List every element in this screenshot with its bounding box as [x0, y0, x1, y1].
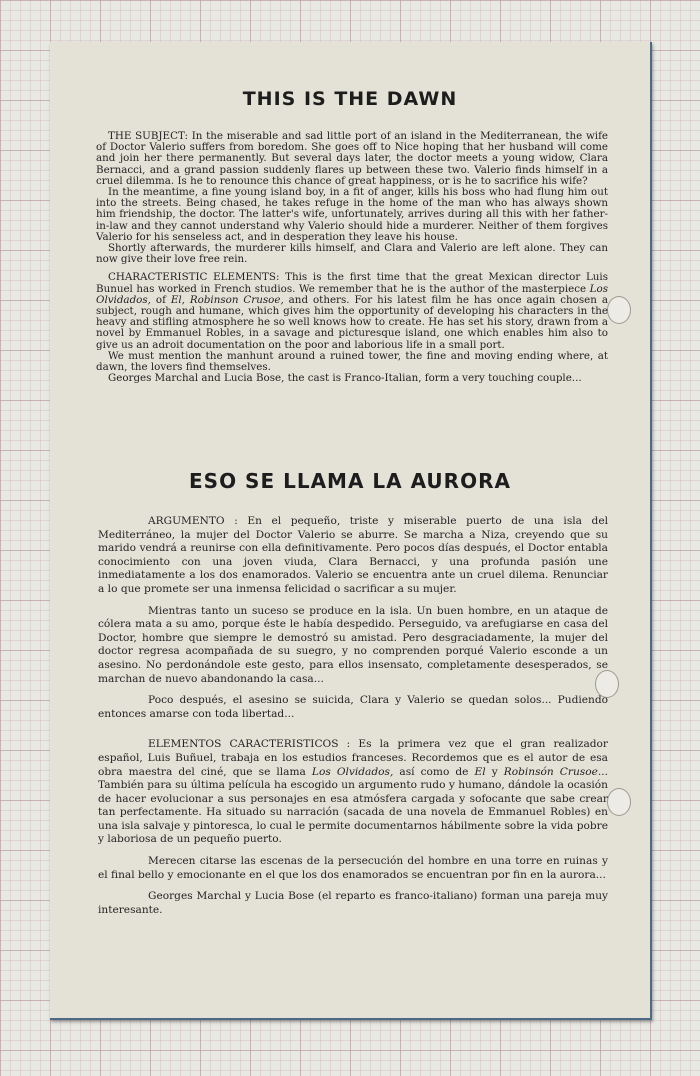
english-elements-paragraph-3: Georges Marchal and Lucia Bose, the cast is Franco-Italian, form a very touching couple...	[108, 372, 582, 385]
spanish-title: ESO SE LLAMA LA AURORA	[189, 469, 511, 493]
film-title: El, Robinson Crusoe,	[170, 293, 284, 306]
spanish-argumento-paragraph-2: Mientras tanto un suceso se produce en la isla. Un buen hombre, en un ataque de cólera mata a su amo, porque éste le había despedido. Perseguido, va arefugiarse en casa del Doctor, hombre que siempre le demostró su amistad. Pero desgraciadamente, la mujer del doctor regresa acompañada de su suegro, y no comprenden porqué Valerio esconde a un asesino. No perdonándole este gesto, para ellos insensato, completamente desesperados, se marchan de nuevo abandonando la casa...	[98, 604, 608, 685]
punch-hole-bottom	[607, 788, 631, 816]
punch-hole-top	[607, 296, 631, 324]
spanish-elementos-paragraph-2: Merecen citarse las escenas de la persecución del hombre en una torre en ruinas y el final bello y emocionante en el que los dos enamorados se encuentran por fin en la aurora...	[98, 855, 608, 881]
english-subject-paragraph-3: Shortly afterwards, the murderer kills himself, and Clara and Valerio are left alone. They can now give their love free rein.	[96, 242, 608, 266]
spanish-argumento-paragraph: ARGUMENTO : En el pequeño, triste y miserable puerto de una isla del Mediterráneo, la mujer del Doctor Valerio se aburre. Se marcha a Niza, creyendo que su marido vendrá a reunirse con ella definitivamente. Pero pocos días después, el Doctor entabla conocimiento con una joven viuda, Clara Bernacci, y una profunda pasión une inmediatamente a los dos enamorados. Valerio se encuentra ante un cruel dilema. Renunciar a lo que promete ser una inmensa felicidad o sacrificar a su mujer.	[98, 515, 608, 595]
english-title: THIS IS THE DAWN	[242, 88, 458, 110]
elements-label: CHARACTERISTIC ELEMENTS:	[108, 271, 280, 284]
english-elements-paragraph: CHARACTERISTIC ELEMENTS: This is the first time that the great Mexican director Luis Bunuel has worked in French studios. We remember that he is the author of the masterpiece Los Olvidados, of El, Robinson Crusoe, and others. For his latest film he has once again chosen a subject, rough and humane, which gives him the opportunity of developing his characters in the heavy and stifling atmosphere he so well knows how to create. He has set his story, drawn from a novel by Emmanuel Robles, in a savage and picturesque island, one which enables him also to give us an adroit documentation on the poor and laborious life in a small port.	[96, 271, 608, 351]
spanish-argumento-paragraph-3: Poco después, el asesino se suicida, Clara y Valerio se quedan solos... Pudiendo entonces amarse con toda libertad...	[98, 694, 608, 720]
elementos-label: ELEMENTOS CARACTERISTICOS :	[148, 738, 351, 751]
spanish-elementos-paragraph-3: Georges Marchal y Lucia Bose (el reparto es franco-italiano) forman una pareja muy interesante.	[98, 890, 608, 916]
film-title: El	[474, 765, 486, 778]
spanish-body	[98, 515, 608, 917]
argumento-label: ARGUMENTO :	[148, 515, 238, 527]
film-title: Los Olvidados,	[96, 282, 608, 306]
film-title: Robinsón Crusoe...	[503, 765, 608, 778]
english-elements-paragraph-2: We must mention the manhunt around a ruined tower, the fine and moving ending where, at dawn, the lovers find themselves.	[96, 349, 608, 374]
spanish-elementos-paragraph: ELEMENTOS CARACTERISTICOS : Es la primera vez que el gran realizador español, Luis Buñuel, trabaja en los estudios franceses. Recordemos que es el autor de esa obra maestra del ciné, que se llama Los Olvidados, así como de El y Robinsón Crusoe... También para su última película ha escogido un argumento rudo y humano, dándole la ocasión de hacer evolucionar a sus personajes en esa atmósfera cargada y sofocante que sabe crear tan perfectamente. Ha situado su narración (sacada de una novela de Emmanuel Robles) en una isla salvaje y pintoresca, lo cual le permite documentarnos hábilmente sobre la vida pobre y laboriosa de un pequeño puerto.	[98, 738, 608, 846]
film-title: Los Olvidados,	[311, 765, 394, 778]
subject-label: THE SUBJECT:	[108, 130, 188, 142]
english-body	[96, 131, 608, 384]
english-subject-paragraph-2: In the meantime, a fine young island boy, in a fit of anger, kills his boss who had flung him out into the streets. Being chased, he takes refuge in the home of the man who has always shown him friendship, the doctor. The latter's wife, unfortunately, arrives during all this with her father-in-law and they cannot understand why Valerio should hide a murderer. Neither of them forgives Valerio for his senseless act, and in desperation they leave his house.	[96, 186, 608, 243]
english-subject-paragraph: THE SUBJECT: In the miserable and sad little port of an island in the Mediterranean, the wife of Doctor Valerio suffers from boredom. She goes off to Nice hoping that her husband will come and join her there permanently. But several days later, the doctor meets a young widow, Clara Bernacci, and a grand passion suddenly flares up between these two. Valerio finds himself in a cruel dilemma. Is he to renounce this chance of great happiness, or is he to sacrifice his wife?	[96, 130, 608, 187]
